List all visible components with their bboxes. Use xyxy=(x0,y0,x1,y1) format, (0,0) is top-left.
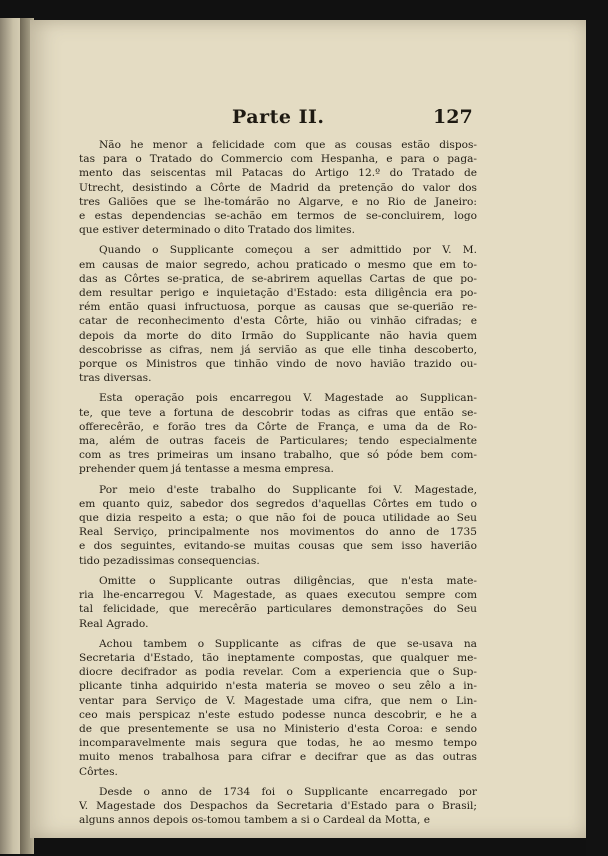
text-line: das as Côrtes se-pratica, de se-abrirem aquellas Cartas de que po- xyxy=(79,272,477,285)
text-line: Esta operação pois encarregou V. Magestade ao Supplican- xyxy=(99,392,477,405)
text-line: rém então quasi infructuosa, porque as causas que se-querião re- xyxy=(79,301,477,314)
text-line: em quanto quiz, sabedor dos segredos d'aquellas Côrtes em tudo o xyxy=(79,497,477,510)
text-line: Quando o Supplicante começou a ser admittido por V. M. xyxy=(99,244,477,257)
text-line: descobrisse as cifras, nem já servião as que elle tinha descoberto, xyxy=(79,343,477,356)
paragraph xyxy=(79,243,477,385)
text-line: com as tres primeiras um insano trabalho, que só póde bem com- xyxy=(79,449,477,462)
book-page xyxy=(30,20,586,838)
text-line: porque os Ministros que tinhão vindo de novo havião trazido ou- xyxy=(79,358,477,371)
text-line: offerecêrão, e forão tres da Côrte de França, e uma da de Ro- xyxy=(79,420,477,433)
text-line: Achou tambem o Supplicante as cifras de que se-usava na xyxy=(99,637,477,650)
text-line: Por meio d'este trabalho do Supplicante foi V. Magestade, xyxy=(99,483,477,496)
body-text xyxy=(79,138,477,827)
paragraph xyxy=(79,637,477,779)
text-line: ventar para Serviço de V. Magestade uma cifra, que nem o Lin- xyxy=(79,694,477,707)
text-line: catar de reconhecimento d'esta Côrte, hião ou vinhão cifradas; e xyxy=(79,315,477,328)
text-line: te, que teve a fortuna de descobrir todas as cifras que então se- xyxy=(79,406,477,419)
text-line: incomparavelmente mais segura que todas, he ao mesmo tempo xyxy=(79,737,477,750)
text-line: muito menos trabalhosa para cifrar e decifrar que as das outras xyxy=(79,751,477,764)
text-line: Côrtes. xyxy=(79,765,118,778)
text-line: tas para o Tratado do Commercio com Hespanha, e para o paga- xyxy=(79,153,477,166)
text-line: depois da morte do dito Irmão do Supplicante não havia quem xyxy=(79,329,477,342)
text-line: Desde o anno de 1734 foi o Supplicante encarregado por xyxy=(99,785,477,798)
running-title: Parte II. xyxy=(232,106,325,128)
text-line: Utrecht, desistindo a Côrte de Madrid da pretenção do valor dos xyxy=(79,181,477,194)
page-number: 127 xyxy=(433,106,473,128)
text-line: e dos seguintes, evitando-se muitas cousas que sem isso haverião xyxy=(79,540,477,553)
facing-page-edge xyxy=(0,18,22,854)
text-line: que estiver determinado o dito Tratado dos limites. xyxy=(79,224,355,237)
text-line: tras diversas. xyxy=(79,372,152,385)
paragraph xyxy=(79,785,477,828)
text-line: Secretaria d'Estado, tão ineptamente compostas, que qualquer me- xyxy=(79,651,477,664)
text-line: tres Galiões que se lhe-tomárão no Algarve, e no Rio de Janeiro: xyxy=(79,195,477,208)
text-line: Real Serviço, principalmente nos movimentos do anno de 1735 xyxy=(79,526,477,539)
text-line: em causas de maior segredo, achou praticado o mesmo que em to- xyxy=(79,258,477,271)
text-line: que dizia respeito a esta; o que não foi de pouca utilidade ao Seu xyxy=(79,512,477,525)
text-line: V. Magestade dos Despachos da Secretaria d'Estado para o Brasil; xyxy=(79,799,477,812)
text-line: mento das seiscentas mil Patacas do Artigo 12.º do Tratado de xyxy=(79,167,477,180)
text-line: dem resultar perigo e inquietação d'Estado: esta diligência era po- xyxy=(79,287,477,300)
text-line: tal felicidade, que merecêrão particulares demonstrações do Seu xyxy=(79,603,477,616)
text-line: diocre decifrador as podia revelar. Com a experiencia que o Sup- xyxy=(79,666,477,679)
text-line: Não he menor a felicidade com que as cousas estão dispos- xyxy=(99,139,477,151)
text-line: ria lhe-encarregou V. Magestade, as quaes executou sempre com xyxy=(79,589,477,602)
text-line: ceo mais perspicaz n'este estudo podesse nunca descobrir, e he a xyxy=(79,708,477,721)
paragraph xyxy=(79,391,477,476)
text-line: de que presentemente se usa no Ministerio d'esta Coroa: e sendo xyxy=(79,722,477,735)
paragraph xyxy=(79,483,477,568)
text-line: Real Agrado. xyxy=(79,617,149,630)
text-line: ma, além de outras faceis de Particulares; tendo especialmente xyxy=(79,435,477,448)
scan-background xyxy=(586,20,608,856)
text-line: e estas dependencias se-achão em termos de se-concluirem, logo xyxy=(79,210,477,223)
text-line: plicante tinha adquirido n'esta materia se moveo o seu zêlo a in- xyxy=(79,680,477,693)
text-line: Omitte o Supplicante outras diligências, que n'esta mate- xyxy=(99,574,477,587)
paragraph xyxy=(79,574,477,631)
text-line: tido pezadissimas consequencias. xyxy=(79,554,260,567)
page-header xyxy=(30,106,586,134)
paragraph xyxy=(79,138,477,237)
text-line: prehender quem já tentasse a mesma empresa. xyxy=(79,463,334,476)
text-line: alguns annos depois os-tomou tambem a si o Cardeal da Motta, e xyxy=(79,814,430,827)
